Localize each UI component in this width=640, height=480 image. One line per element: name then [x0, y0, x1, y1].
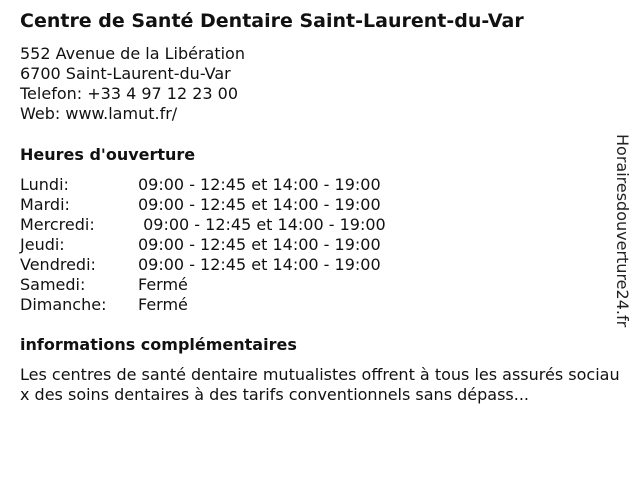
- hours-row: [20, 215, 386, 235]
- hours-table: [20, 175, 386, 315]
- hours-row: [20, 295, 386, 315]
- time-value: Fermé: [138, 275, 188, 294]
- hours-row: [20, 275, 386, 295]
- street-address: 552 Avenue de la Libération: [20, 44, 245, 63]
- info-description: Les centres de santé dentaire mutualistes offrent à tous les assurés sociaux des soins dentaires à des tarifs conventionnels sans dépass...: [20, 365, 620, 404]
- day-label: Jeudi:: [20, 235, 65, 254]
- hours-row: [20, 195, 386, 215]
- phone-number: Telefon: +33 4 97 12 23 00: [20, 84, 239, 103]
- website: Web: www.lamut.fr/: [20, 104, 178, 123]
- city-address: 6700 Saint-Laurent-du-Var: [20, 64, 231, 83]
- info-heading: informations complémentaires: [20, 335, 297, 354]
- day-label: Samedi:: [20, 275, 86, 294]
- hours-row: [20, 255, 386, 275]
- address-block: [20, 44, 245, 124]
- hours-heading: Heures d'ouverture: [20, 145, 196, 164]
- day-label: Lundi:: [20, 175, 69, 194]
- day-label: Mercredi:: [20, 215, 95, 234]
- time-value: 09:00 - 12:45 et 14:00 - 19:00: [138, 175, 381, 194]
- site-watermark: Horairesdouverture24.fr: [613, 134, 632, 328]
- time-value: 09:00 - 12:45 et 14:00 - 19:00: [138, 215, 386, 234]
- time-value: 09:00 - 12:45 et 14:00 - 19:00: [138, 195, 381, 214]
- hours-row: [20, 175, 386, 195]
- page-title: Centre de Santé Dentaire Saint-Laurent-du-Var: [20, 10, 524, 32]
- day-label: Mardi:: [20, 195, 70, 214]
- time-value: 09:00 - 12:45 et 14:00 - 19:00: [138, 235, 381, 254]
- time-value: 09:00 - 12:45 et 14:00 - 19:00: [138, 255, 381, 274]
- time-value: Fermé: [138, 295, 188, 314]
- day-label: Dimanche:: [20, 295, 107, 314]
- hours-row: [20, 235, 386, 255]
- day-label: Vendredi:: [20, 255, 96, 274]
